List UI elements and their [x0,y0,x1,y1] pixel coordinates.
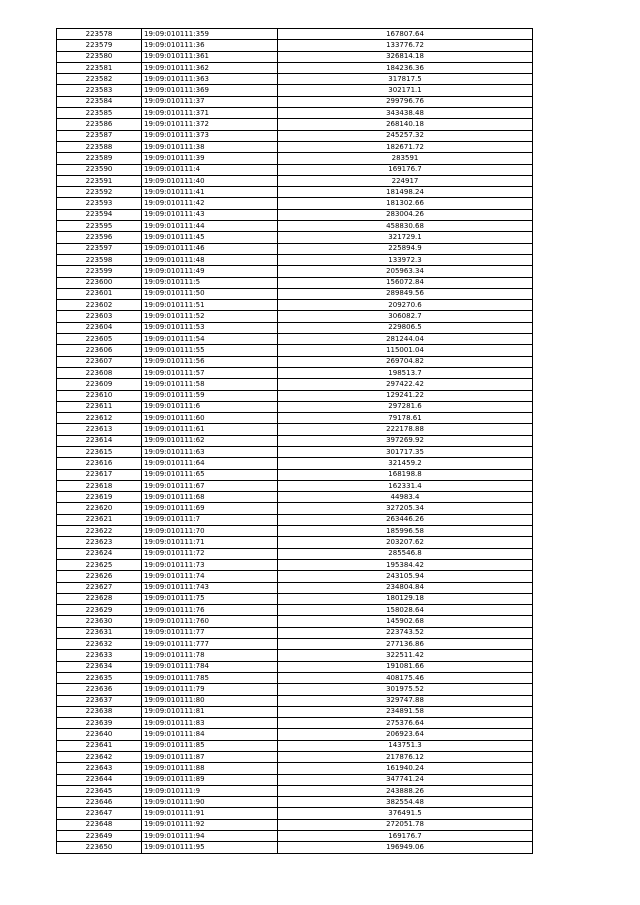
cadastral-number-cell: 19:09:010111:37 [142,96,278,107]
cadastral-number-cell: 19:09:010111:80 [142,695,278,706]
cadastral-id-cell: 223586 [57,119,142,130]
value-cell: 243105.94 [278,571,533,582]
table-row [57,119,533,130]
value-cell: 158028.64 [278,605,533,616]
value-cell: 143751.3 [278,740,533,751]
value-cell: 283004.26 [278,209,533,220]
cadastral-number-cell: 19:09:010111:56 [142,356,278,367]
value-cell: 129241.22 [278,390,533,401]
cadastral-id-cell: 223591 [57,175,142,186]
value-cell: 299796.76 [278,96,533,107]
cadastral-number-cell: 19:09:010111:38 [142,141,278,152]
value-cell: 326814.18 [278,51,533,62]
cadastral-number-cell: 19:09:010111:73 [142,559,278,570]
cadastral-number-cell: 19:09:010111:89 [142,774,278,785]
cadastral-id-cell: 223635 [57,672,142,683]
cadastral-id-cell: 223581 [57,62,142,73]
cadastral-number-cell: 19:09:010111:77 [142,627,278,638]
table-row [57,446,533,457]
value-cell: 217876.12 [278,752,533,763]
cadastral-number-cell: 19:09:010111:79 [142,684,278,695]
table-row [57,718,533,729]
table-row [57,695,533,706]
table-row [57,164,533,175]
table-row [57,288,533,299]
value-cell: 343438.48 [278,108,533,119]
table-row [57,831,533,842]
cadastral-number-cell: 19:09:010111:52 [142,311,278,322]
cadastral-number-cell: 19:09:010111:62 [142,435,278,446]
value-cell: 145902.68 [278,616,533,627]
cadastral-number-cell: 19:09:010111:87 [142,752,278,763]
cadastral-number-cell: 19:09:010111:91 [142,808,278,819]
cadastral-id-cell: 223625 [57,559,142,570]
value-cell: 156072.84 [278,277,533,288]
table-row [57,29,533,40]
table-row [57,254,533,265]
value-cell: 191081.66 [278,661,533,672]
cadastral-number-cell: 19:09:010111:58 [142,379,278,390]
cadastral-number-cell: 19:09:010111:363 [142,74,278,85]
table-row [57,356,533,367]
cadastral-number-cell: 19:09:010111:60 [142,413,278,424]
cadastral-number-cell: 19:09:010111:76 [142,605,278,616]
cadastral-number-cell: 19:09:010111:42 [142,198,278,209]
cadastral-number-cell: 19:09:010111:7 [142,514,278,525]
table-row [57,593,533,604]
cadastral-number-cell: 19:09:010111:51 [142,300,278,311]
cadastral-id-cell: 223637 [57,695,142,706]
value-cell: 229806.5 [278,322,533,333]
table-row [57,480,533,491]
cadastral-id-cell: 223633 [57,650,142,661]
value-cell: 283591 [278,153,533,164]
cadastral-id-cell: 223604 [57,322,142,333]
cadastral-number-cell: 19:09:010111:359 [142,29,278,40]
cadastral-id-cell: 223588 [57,141,142,152]
value-cell: 115001.04 [278,345,533,356]
value-cell: 162331.4 [278,480,533,491]
cadastral-id-cell: 223613 [57,424,142,435]
table-row [57,639,533,650]
value-cell: 161940.24 [278,763,533,774]
table-row [57,300,533,311]
value-cell: 234804.84 [278,582,533,593]
table-row [57,401,533,412]
cadastral-id-cell: 223606 [57,345,142,356]
cadastral-number-cell: 19:09:010111:784 [142,661,278,672]
value-cell: 198513.7 [278,367,533,378]
table-row [57,322,533,333]
cadastral-id-cell: 223646 [57,797,142,808]
table-row [57,559,533,570]
value-cell: 285546.8 [278,548,533,559]
table-row [57,277,533,288]
cadastral-id-cell: 223642 [57,752,142,763]
cadastral-id-cell: 223640 [57,729,142,740]
table-row [57,503,533,514]
cadastral-id-cell: 223620 [57,503,142,514]
value-cell: 408175.46 [278,672,533,683]
table-row [57,842,533,853]
cadastral-number-cell: 19:09:010111:61 [142,424,278,435]
table-row [57,808,533,819]
cadastral-id-cell: 223600 [57,277,142,288]
value-cell: 327205.34 [278,503,533,514]
value-cell: 184236.36 [278,62,533,73]
table-row [57,390,533,401]
cadastral-number-cell: 19:09:010111:84 [142,729,278,740]
value-cell: 209270.6 [278,300,533,311]
cadastral-id-cell: 223585 [57,108,142,119]
cadastral-id-cell: 223645 [57,785,142,796]
cadastral-number-cell: 19:09:010111:4 [142,164,278,175]
value-cell: 206923.64 [278,729,533,740]
table-row [57,379,533,390]
cadastral-id-cell: 223650 [57,842,142,853]
cadastral-number-cell: 19:09:010111:54 [142,334,278,345]
cadastral-id-cell: 223609 [57,379,142,390]
cadastral-id-cell: 223627 [57,582,142,593]
cadastral-id-cell: 223601 [57,288,142,299]
table-row [57,672,533,683]
cadastral-number-cell: 19:09:010111:45 [142,232,278,243]
value-cell: 321729.1 [278,232,533,243]
table-row [57,108,533,119]
cadastral-id-cell: 223599 [57,266,142,277]
table-row [57,232,533,243]
value-cell: 302171.1 [278,85,533,96]
cadastral-id-cell: 223634 [57,661,142,672]
table-row [57,424,533,435]
table-row [57,571,533,582]
cadastral-number-cell: 19:09:010111:69 [142,503,278,514]
cadastral-number-cell: 19:09:010111:44 [142,221,278,232]
cadastral-number-cell: 19:09:010111:95 [142,842,278,853]
cadastral-id-cell: 223639 [57,718,142,729]
value-cell: 181302.66 [278,198,533,209]
value-cell: 225894.9 [278,243,533,254]
cadastral-id-cell: 223644 [57,774,142,785]
cadastral-id-cell: 223580 [57,51,142,62]
cadastral-id-cell: 223598 [57,254,142,265]
value-cell: 317817.5 [278,74,533,85]
cadastral-number-cell: 19:09:010111:92 [142,819,278,830]
table-row [57,141,533,152]
value-cell: 329747.88 [278,695,533,706]
cadastral-number-cell: 19:09:010111:70 [142,526,278,537]
cadastral-id-cell: 223612 [57,413,142,424]
table-row [57,74,533,85]
value-cell: 169176.7 [278,164,533,175]
table-row [57,221,533,232]
cadastral-id-cell: 223631 [57,627,142,638]
cadastral-id-cell: 223607 [57,356,142,367]
table-row [57,526,533,537]
cadastral-id-cell: 223597 [57,243,142,254]
table-row [57,514,533,525]
table-row [57,435,533,446]
cadastral-id-cell: 223611 [57,401,142,412]
cadastral-number-cell: 19:09:010111:369 [142,85,278,96]
value-cell: 133972.3 [278,254,533,265]
cadastral-number-cell: 19:09:010111:46 [142,243,278,254]
value-cell: 376491.5 [278,808,533,819]
cadastral-id-cell: 223584 [57,96,142,107]
value-cell: 245257.32 [278,130,533,141]
table-row [57,752,533,763]
cadastral-id-cell: 223638 [57,706,142,717]
table-row [57,334,533,345]
value-cell: 185996.58 [278,526,533,537]
table-row [57,785,533,796]
table-row [57,469,533,480]
value-cell: 297422.42 [278,379,533,390]
cadastral-number-cell: 19:09:010111:785 [142,672,278,683]
cadastral-id-cell: 223595 [57,221,142,232]
table-row [57,85,533,96]
cadastral-id-cell: 223622 [57,526,142,537]
value-cell: 168198.8 [278,469,533,480]
value-cell: 182671.72 [278,141,533,152]
value-cell: 306082.7 [278,311,533,322]
cadastral-number-cell: 19:09:010111:85 [142,740,278,751]
value-cell: 181498.24 [278,187,533,198]
value-cell: 79178.61 [278,413,533,424]
cadastral-id-cell: 223624 [57,548,142,559]
cadastral-number-cell: 19:09:010111:72 [142,548,278,559]
value-cell: 397269.92 [278,435,533,446]
cadastral-id-cell: 223628 [57,593,142,604]
value-cell: 281244.04 [278,334,533,345]
cadastral-id-cell: 223603 [57,311,142,322]
value-cell: 243888.26 [278,785,533,796]
table-row [57,198,533,209]
cadastral-id-cell: 223602 [57,300,142,311]
cadastral-number-cell: 19:09:010111:71 [142,537,278,548]
table-row [57,650,533,661]
cadastral-id-cell: 223590 [57,164,142,175]
table-row [57,616,533,627]
table-row [57,62,533,73]
table-row [57,40,533,51]
cadastral-id-cell: 223648 [57,819,142,830]
cadastral-number-cell: 19:09:010111:371 [142,108,278,119]
cadastral-number-cell: 19:09:010111:362 [142,62,278,73]
cadastral-number-cell: 19:09:010111:65 [142,469,278,480]
cadastral-number-cell: 19:09:010111:48 [142,254,278,265]
cadastral-id-cell: 223583 [57,85,142,96]
value-cell: 347741.24 [278,774,533,785]
table-row [57,729,533,740]
table-row [57,130,533,141]
table-row [57,311,533,322]
cadastral-number-cell: 19:09:010111:39 [142,153,278,164]
cadastral-id-cell: 223616 [57,458,142,469]
cadastral-number-cell: 19:09:010111:67 [142,480,278,491]
cadastral-id-cell: 223623 [57,537,142,548]
cadastral-id-cell: 223579 [57,40,142,51]
cadastral-number-cell: 19:09:010111:36 [142,40,278,51]
cadastral-number-cell: 19:09:010111:41 [142,187,278,198]
table-row [57,153,533,164]
cadastral-id-cell: 223618 [57,480,142,491]
value-cell: 301975.52 [278,684,533,695]
cadastral-number-cell: 19:09:010111:83 [142,718,278,729]
cadastral-number-cell: 19:09:010111:57 [142,367,278,378]
table-row [57,367,533,378]
table-row [57,243,533,254]
table-row [57,209,533,220]
table-row [57,96,533,107]
cadastral-number-cell: 19:09:010111:50 [142,288,278,299]
value-cell: 44983.4 [278,492,533,503]
table-row [57,492,533,503]
table-row [57,774,533,785]
cadastral-id-cell: 223629 [57,605,142,616]
cadastral-id-cell: 223649 [57,831,142,842]
table-row [57,740,533,751]
value-cell: 222178.88 [278,424,533,435]
cadastral-number-cell: 19:09:010111:53 [142,322,278,333]
value-cell: 223743.52 [278,627,533,638]
value-cell: 322511.42 [278,650,533,661]
cadastral-number-cell: 19:09:010111:760 [142,616,278,627]
value-cell: 301717.35 [278,446,533,457]
table-row [57,458,533,469]
cadastral-number-cell: 19:09:010111:743 [142,582,278,593]
cadastral-id-cell: 223594 [57,209,142,220]
value-cell: 133776.72 [278,40,533,51]
cadastral-id-cell: 223615 [57,446,142,457]
cadastral-number-cell: 19:09:010111:43 [142,209,278,220]
cadastral-number-cell: 19:09:010111:373 [142,130,278,141]
value-cell: 195384.42 [278,559,533,570]
value-cell: 263446.26 [278,514,533,525]
value-cell: 277136.86 [278,639,533,650]
table-row [57,763,533,774]
value-cell: 205963.34 [278,266,533,277]
cadastral-number-cell: 19:09:010111:40 [142,175,278,186]
value-cell: 196949.06 [278,842,533,853]
table-row [57,413,533,424]
cadastral-number-cell: 19:09:010111:59 [142,390,278,401]
table-body [57,29,533,854]
cadastral-number-cell: 19:09:010111:372 [142,119,278,130]
cadastral-id-cell: 223636 [57,684,142,695]
cadastral-id-cell: 223610 [57,390,142,401]
value-cell: 224917 [278,175,533,186]
table-row [57,345,533,356]
table-row [57,661,533,672]
cadastral-number-cell: 19:09:010111:777 [142,639,278,650]
cadastral-id-cell: 223592 [57,187,142,198]
value-cell: 321459.2 [278,458,533,469]
cadastral-id-cell: 223614 [57,435,142,446]
cadastral-number-cell: 19:09:010111:5 [142,277,278,288]
cadastral-number-cell: 19:09:010111:49 [142,266,278,277]
cadastral-id-cell: 223578 [57,29,142,40]
table-row [57,627,533,638]
value-cell: 382554.48 [278,797,533,808]
cadastral-number-cell: 19:09:010111:81 [142,706,278,717]
table-row [57,187,533,198]
cadastral-id-cell: 223605 [57,334,142,345]
cadastral-id-cell: 223641 [57,740,142,751]
value-cell: 458830.68 [278,221,533,232]
value-cell: 297281.6 [278,401,533,412]
cadastral-number-cell: 19:09:010111:90 [142,797,278,808]
cadastral-number-cell: 19:09:010111:74 [142,571,278,582]
cadastral-number-cell: 19:09:010111:78 [142,650,278,661]
cadastral-id-cell: 223643 [57,763,142,774]
cadastral-id-cell: 223621 [57,514,142,525]
table-row [57,537,533,548]
value-cell: 203207.62 [278,537,533,548]
cadastral-id-cell: 223626 [57,571,142,582]
value-cell: 180129.18 [278,593,533,604]
cadastral-id-cell: 223582 [57,74,142,85]
cadastral-number-cell: 19:09:010111:68 [142,492,278,503]
cadastral-number-cell: 19:09:010111:361 [142,51,278,62]
table-row [57,51,533,62]
value-cell: 169176.7 [278,831,533,842]
cadastral-number-cell: 19:09:010111:64 [142,458,278,469]
table-row [57,548,533,559]
value-cell: 269704.82 [278,356,533,367]
cadastral-id-cell: 223619 [57,492,142,503]
cadastral-id-cell: 223608 [57,367,142,378]
table-row [57,582,533,593]
data-table [56,28,533,854]
cadastral-number-cell: 19:09:010111:9 [142,785,278,796]
cadastral-id-cell: 223630 [57,616,142,627]
table-row [57,684,533,695]
value-cell: 289849.56 [278,288,533,299]
cadastral-id-cell: 223593 [57,198,142,209]
cadastral-number-cell: 19:09:010111:94 [142,831,278,842]
cadastral-number-cell: 19:09:010111:63 [142,446,278,457]
cadastral-id-cell: 223617 [57,469,142,480]
cadastral-id-cell: 223596 [57,232,142,243]
value-cell: 268140.18 [278,119,533,130]
cadastral-number-cell: 19:09:010111:55 [142,345,278,356]
cadastral-id-cell: 223587 [57,130,142,141]
table-row [57,605,533,616]
cadastral-number-cell: 19:09:010111:88 [142,763,278,774]
value-cell: 234891.58 [278,706,533,717]
value-cell: 167807.64 [278,29,533,40]
cadastral-id-cell: 223589 [57,153,142,164]
cadastral-id-cell: 223632 [57,639,142,650]
table-row [57,706,533,717]
table-row [57,797,533,808]
value-cell: 272051.78 [278,819,533,830]
cadastral-number-cell: 19:09:010111:75 [142,593,278,604]
table-row [57,175,533,186]
table-row [57,819,533,830]
cadastral-number-cell: 19:09:010111:6 [142,401,278,412]
value-cell: 275376.64 [278,718,533,729]
table-row [57,266,533,277]
cadastral-id-cell: 223647 [57,808,142,819]
